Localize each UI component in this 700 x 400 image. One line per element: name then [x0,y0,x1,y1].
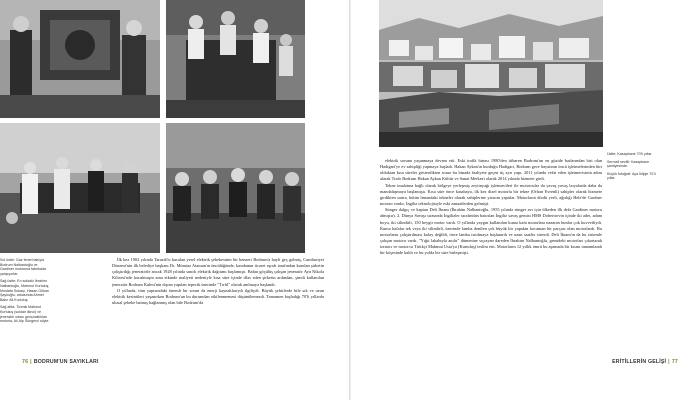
body-paragraph: Sünger dalgıç ve kaptan Deli İbram (İbrahim Nalbantoğlu, 1955 yılında sünger avı için ülkeden ilk defa Gardiner motoru almıştır). 2. Dünya Savaşı sırasında İngilizler tarafından batırılan İngiliz savaş gemisi HMS Dobertrovin içinde iki adet, adam boyu, iki silindirli, 150 beygir motor vardı. O yıllarda yaygın kullanılan kuma kafa motorlara nazaran bunlar çok kuvvetliydi. Kuma kafalar tek veya iki silindirli, üzerinde lamba denilen çok büyük bir yapıdan kocaman bir parçası olan motorlardı. Bu motorların çalıştırılması kolay değildi, önce lamba ısıtılmaya başlanırdı ve uzun saatler sürerdi. Deli İbram'ın da bu sistemle çalışan motoru vardı. "Yığıt lakabıyla anılır" dümenine sıçrayan dareden İbrahim Nalbantoğlu, gemideki motorları çıkartarak tornacı ve motorcu Tiritkçi Mahmut Usta'ya (Kurtuluş) teslim etti. Motorların 12 yıllık ömrü bu aşamada bir kısmı tamamlandı bir köşesinde kaldı ve bu yolda bir süre birleşmişti. [380,207,602,256]
caption-line: Sermeli sezilli: Kasapbane şantiyesinde. [607,159,650,169]
photo-workers-machine [0,0,160,118]
photo-men-posing [0,123,160,253]
caption-line: Küçük fotoğraf: Aya İklipje 70'li yıllar. [607,171,656,181]
right-page [351,0,700,400]
right-body-text [380,158,602,257]
left-page [0,0,349,400]
left-footer [22,359,99,365]
photo-harbor-town [379,0,603,147]
footer-separator: | [30,359,32,365]
photo-group-sitting [166,123,305,253]
page-number: 77 [671,359,678,365]
body-paragraph: İlk kez 1902 yılında Tarazifi'n kurulan yerel elektrik şebekesinin bir benzeri Bodrum'a hayli geç gelmiş, Cumhuriyet Dönemi'nin ilk belediye başkanı Dr. Mümtaz Ataman'ın öncülüğünde, kasabanın ticaret eşrafı tarafından kurulan şirketin çalıştırdığı jeneratörle ancak 1928 yılında sınırlı elektrik dağıtımı başlamıştı. Bahar göçülüş çalışan jeneratör Ayu Nikola Kilisesi'nde kurulmuştu ama etkinde maliyeti nedeniyle kısa süre içinde iflas eden şirketin ardından, şimdi kullanılan jeneratör Bodrum Kalesi'nin dışına yapılan tepecik üzerinde "Tırfıl" olarak anılmaya başlandı. [112,257,324,287]
page-number: 76 [22,359,29,365]
caption-line: Sol üstte: Gaz feneri takıyla Bodrum Nalbantoğlu ve Gardiner motoruna fabrikada çalışıyorlar. [0,258,46,276]
caption-line: Üstte: Kasapbane 70'li yıllar. [607,152,653,156]
body-paragraph: O yıllarda, tüm yapısındaki önemli bir sorun da enerji kaynaklarıydı ilgiliydi. Büyük şehirlerde bile sık ve uzun elektrik kesintileri yaşanırken Bodrum'un bu durumdan etkilenmemesi düşünülemezdi. Tamamen başladığı 70'li yıllarda ulusal şebeke batmış bağlanmış olan bile Bodrum'da [112,287,324,306]
footer-separator: | [668,359,670,365]
right-footer [612,359,678,365]
running-title: BODRUM'UN SAYIKLARI [33,359,99,365]
running-title: ERİTİLLERİN GELİŞİ [612,359,667,365]
caption-line: Sağ üstte: En soldaki İbrahim Nalbantoğlu, Mahmut Kurtuluş, Mustafa Subaşı, Hasan Gökan Şaykoğlu, arkasında Ahmet Bakır Ali Kurtuluş. [0,279,50,302]
photo-men-engine [166,0,305,118]
body-paragraph: elektrik sorunu yaşanmaya devam etti. Eski trafik binası 1980'den itibaren Bodrum'un en güzide barlarından biri olan Hadigari'ye ev sahipliği yapmaya başladı. Hakan Aykan'ın kurduğu Hadigari, Bodrum gece hayatının öncü işletmelerinden biri olduktan kısa süreler gösterdikten sonra bu binada faaliyete geçen üç ayrı yapı, 2011 yılında vefat eden işletmecisinin adını alarak Trafo Bodrum Hakan Aykan Kültür ve Sanat Merkezi olarak 2014 yılında hizmete girdi. [380,158,602,182]
body-paragraph: Tekne imalatına bağlı olarak bölgeye yerleşmiş zeytinyağı işletmecileri ile motorcular da yavaş yavaş boyalarda daha da mandalaşmaya başlamıştı. Kısa süre önce kasabaya, ilk kez dizel motorlu bir tekne (Orhan Evrenli) sahipler olarak hizmete girdikten sonra, bütün limandaki tekneler olarak sahiplerine yatırım yaptılar. Motorların dördü yerli, ağırlığı Hele'de Gardner motoru vardır, İngiliz teknolojisiyle eski zanaatlerden gelmişti. [380,182,602,207]
right-photo-caption [607,152,657,184]
caption-line: Sağ altta: Ticimik Mahmut Kurtuluş (soldan ikinci) ve jeneratör odası gençnaklıkları motorla, Ali Alp Süngerci söyle. [0,305,50,324]
left-photo-caption [0,258,52,327]
left-body-text [112,257,324,306]
